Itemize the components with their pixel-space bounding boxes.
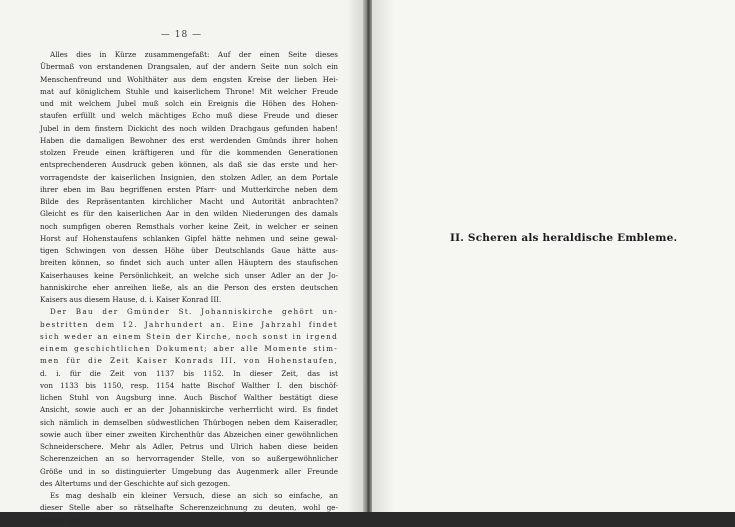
right-page [372, 0, 735, 512]
text-line: dieser Stelle aber so rätselhafte Scherenzeichnung zu deuten, wohl ge- [40, 503, 338, 513]
text-line: mat auf königlichem Stuhle und kaiserlichem Throne! Mit welcher Freude [40, 86, 338, 96]
text-line: vorragendste der kaiserlichen Insignien, den stolzen Adler, an dem Portale [40, 172, 338, 182]
left-page [0, 0, 363, 525]
text-line: Haben die damaligen Bewohner des erst werdenden Gmünds ihrer hohen [40, 135, 338, 145]
text-line: staufen erfüllt und welch mächtiges Echo muß diese Freude und dieser [40, 111, 338, 121]
book-gutter [363, 0, 372, 512]
page-number: — 18 — [160, 30, 203, 40]
text-line: Ansicht, sowie auch er an der Johanniskirche verherrlicht wird. Es findet [40, 405, 338, 415]
text-line: Übermaß von erstandenen Drangsalen, auf der andern Seite nun solch ein [40, 62, 338, 72]
text-line: sowie auch über einer zweiten Kirchenthür das Abzeichen einer gewöhnlichen [40, 429, 338, 439]
text-line: entsprechenderen Ausdruck geben können, als daß sie das erste und her- [40, 160, 338, 170]
text-line: Scherenzeichen an so hervorragender Stelle, von so außergewöhnlicher [40, 454, 338, 464]
text-line: Kaiserhauses keine Persönlichkeit, an welche sich unser Adler an der Jo- [40, 270, 338, 280]
body-text [40, 49, 338, 527]
gutter-shadow [372, 0, 394, 512]
text-line: Kaisers aus diesem Hause, d. i. Kaiser Konrad III. [40, 295, 222, 304]
gutter-shadow [347, 0, 363, 512]
text-line: Der Bau der Gmünder St. Johanniskirche gehört un- [50, 307, 338, 317]
text-line: stattet sein! [40, 515, 84, 525]
text-line: und mit welchem Jubel muß solch ein Ereignis die Höhen des Hohen- [40, 99, 338, 108]
text-line: Größe und in so distinguierter Umgebung das Augenmerk aller Freunde [40, 466, 338, 476]
text-line: von 1133 bis 1150, resp. 1154 hatte Bischof Walther I. den bischöf- [40, 380, 338, 390]
text-line: tigen Schwingen von dessen Höhe über Deutschlands Gaue hätte aus- [40, 246, 338, 255]
text-line: sich nämlich in demselben südwestlichen Thürbogen neben dem Kaiseradler, [40, 417, 338, 427]
text-line: Bilde des Repräsentanten kirchlicher Macht und Autorität anbrachten? [40, 197, 338, 206]
text-line: breiten können, so findet sich auch unter allen Häuptern des staufischen [40, 258, 338, 268]
text-line: sich weder an einem Stein der Kirche, noch sonst in irgend [40, 331, 338, 341]
text-line: hanniskirche eher anreihen ließe, als an die Person des ersten deutschen [40, 282, 338, 292]
text-line: Horst auf Hohenstaufens schlanken Gipfel hätte nehmen und seine gewal- [40, 233, 338, 243]
text-line: Jubel in dem finstern Dickicht des noch wilden Drachgaus gefunden haben! [40, 123, 338, 133]
text-line: ihrer eben im Bau begriffenen ersten Pfarr- und Mutterkirche neben dem [40, 184, 338, 194]
chapter-heading: II. Scheren als heraldische Embleme. [450, 232, 678, 244]
text-line: d. i. für die Zeit von 1137 bis 1152. In dieser Zeit, das ist [40, 368, 338, 378]
text-line: Es mag deshalb ein kleiner Versuch, diese an sich so einfache, an [50, 491, 338, 500]
text-line: Alles dies in Kürze zusammengefaßt: Auf der einen Seite dieses [50, 50, 338, 59]
text-line: Menschenfreund und Wohlthäter aus dem engsten Kreise der lieben Hei- [40, 74, 338, 84]
text-line: des Altertums und der Geschichte auf sich gezogen. [40, 478, 231, 488]
text-line: einem geschichtlichen Dokument; aber alle Momente stim- [40, 344, 338, 353]
text-line: Gleicht es für den kaiserlichen Aar in den wilden Niederungen des damals [40, 209, 338, 219]
text-line: bestritten dem 12. Jahrhundert an. Eine Jahrzahl findet [40, 319, 338, 329]
text-line: Schneiderschere. Mehr als Adler, Petrus und Ulrich haben diese beiden [40, 442, 338, 451]
text-line: men für die Zeit Kaiser Konrads III. von Hohenstaufen, [40, 356, 338, 366]
text-line: lichen Stuhl von Augsburg inne. Auch Bischof Walther bestätigt diese [40, 393, 338, 402]
text-line: stolzen Freude einen kräftigeren und für die kommenden Generationen [40, 148, 338, 157]
text-line: noch sumpfigen oberen Remsthals vorher keine Zeit, in welcher er seinen [40, 221, 338, 231]
